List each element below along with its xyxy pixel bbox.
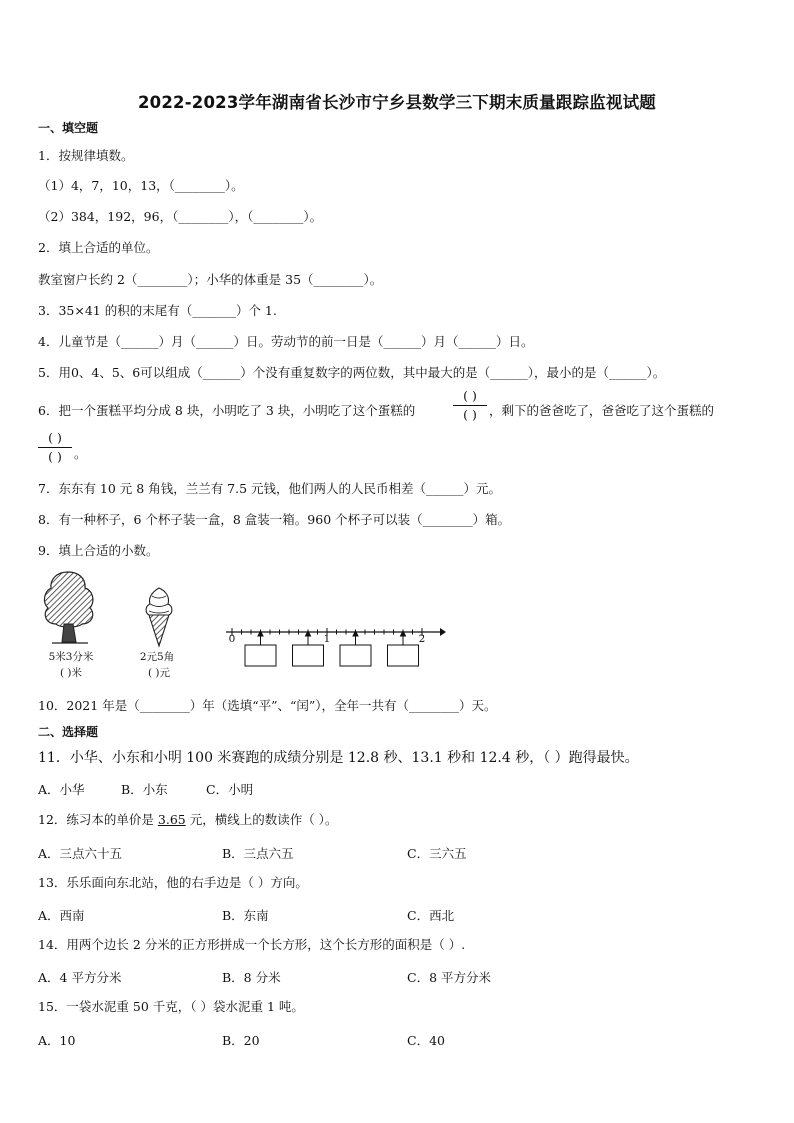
fraction-numerator: ( ) (463, 388, 477, 403)
q11-option-a: A．小华 (38, 782, 85, 797)
fraction-blank-2 (38, 431, 72, 464)
q11-option-b: B．小东 (121, 782, 168, 797)
ice-cream-icon (142, 586, 176, 648)
q13-option-b: B．东南 (222, 908, 269, 923)
tree-height-label: 5米3分米 (48, 651, 94, 663)
fraction-bar (38, 447, 72, 448)
q11-option-c: C．小明 (206, 782, 254, 797)
q15-option-b: B．20 (222, 1033, 260, 1048)
question-12 (38, 812, 337, 828)
question-6-end: 。 (74, 446, 87, 461)
q12-underlined-number: 3.65 (157, 812, 186, 827)
q14-option-c: C．8 平方分米 (407, 970, 491, 985)
question-7: 7．东东有 10 元 8 角钱，兰兰有 7.5 元钱，他们两人的人民币相差（______）元。 (38, 481, 502, 496)
question-2: 2．填上合适的单位。 (38, 240, 159, 255)
fraction-denominator: ( ) (48, 449, 62, 464)
question-5: 5．用0、4、5、6可以组成（______）个没有重复数字的两位数，其中最大的是（______），最小的是（______）。 (38, 365, 666, 380)
number-line (220, 620, 446, 670)
question-1-part-1: （1）4，7，10，13，（________）。 (38, 178, 244, 193)
q13-option-c: C．西北 (407, 908, 455, 923)
q14-option-a: A．4 平方分米 (38, 970, 122, 985)
ice-cream-price-blank: ( )元 (147, 667, 171, 679)
question-11: 11．小华、小东和小明 100 米赛跑的成绩分别是 12.8 秒、13.1 秒和 12.4 秒，（ ）跑得最快。 (38, 750, 639, 766)
page-title: 2022-2023学年湖南省长沙市宁乡县数学三下期末质量跟踪监视试题 (138, 93, 656, 112)
q12-text-a: 12．练习本的单价是 (38, 812, 158, 827)
q12-option-a: A．三点六十五 (38, 846, 123, 861)
ice-cream-price-label: 2元5角 (139, 651, 175, 663)
question-15: 15．一袋水泥重 50 千克，（ ）袋水泥重 1 吨。 (38, 999, 304, 1014)
question-6-part-b: ，剩下的爸爸吃了，爸爸吃了这个蛋糕的 (489, 403, 715, 418)
question-2-text: 教室窗户长约 2（________）；小华的体重是 35（________）。 (38, 272, 383, 287)
q15-option-a: A．10 (38, 1033, 76, 1048)
question-4: 4．儿童节是（______）月（______）日。劳动节的前一日是（______）月（______）日。 (38, 334, 534, 349)
fraction-bar (453, 405, 487, 406)
q14-option-b: B．8 分米 (222, 970, 281, 985)
q13-option-a: A．西南 (38, 908, 85, 923)
fraction-denominator: ( ) (463, 407, 477, 422)
question-3: 3．35×41 的积的末尾有（_______）个 1. (38, 303, 277, 318)
tree-icon (38, 568, 100, 648)
question-14: 14．用两个边长 2 分米的正方形拼成一个长方形，这个长方形的面积是（ ）. (38, 937, 466, 952)
q15-option-c: C．40 (407, 1033, 445, 1048)
question-10: 10．2021 年是（________）年（选填“平”、“闰”），全年一共有（________）天。 (38, 698, 497, 713)
fraction-blank-1 (453, 389, 487, 422)
axis-label-0: 0 (228, 633, 236, 645)
q12-option-c: C．三六五 (407, 846, 467, 861)
section-choice: 二、选择题 (38, 725, 99, 739)
tree-height-blank: ( )米 (59, 667, 83, 679)
axis-label-2: 2 (418, 633, 426, 645)
question-1: 1．按规律填数。 (38, 148, 134, 163)
axis-label-1: 1 (323, 633, 331, 645)
question-8: 8．有一种杯子，6 个杯子装一盒，8 盒装一箱。960 个杯子可以装（________）箱。 (38, 512, 511, 527)
fraction-numerator: ( ) (48, 430, 62, 445)
question-9: 9．填上合适的小数。 (38, 543, 159, 558)
q12-text-b: 元，横线上的数读作（ ）。 (185, 812, 338, 827)
q12-option-b: B．三点六五 (222, 846, 294, 861)
question-13: 13．乐乐面向东北站，他的右手边是（ ）方向。 (38, 875, 308, 890)
question-1-part-2: （2）384，192，96，（________），（________）。 (38, 209, 323, 224)
section-fill-in: 一、填空题 (38, 121, 99, 135)
question-6-part-a: 6．把一个蛋糕平均分成 8 块，小明吃了 3 块，小明吃了这个蛋糕的 (38, 403, 416, 418)
